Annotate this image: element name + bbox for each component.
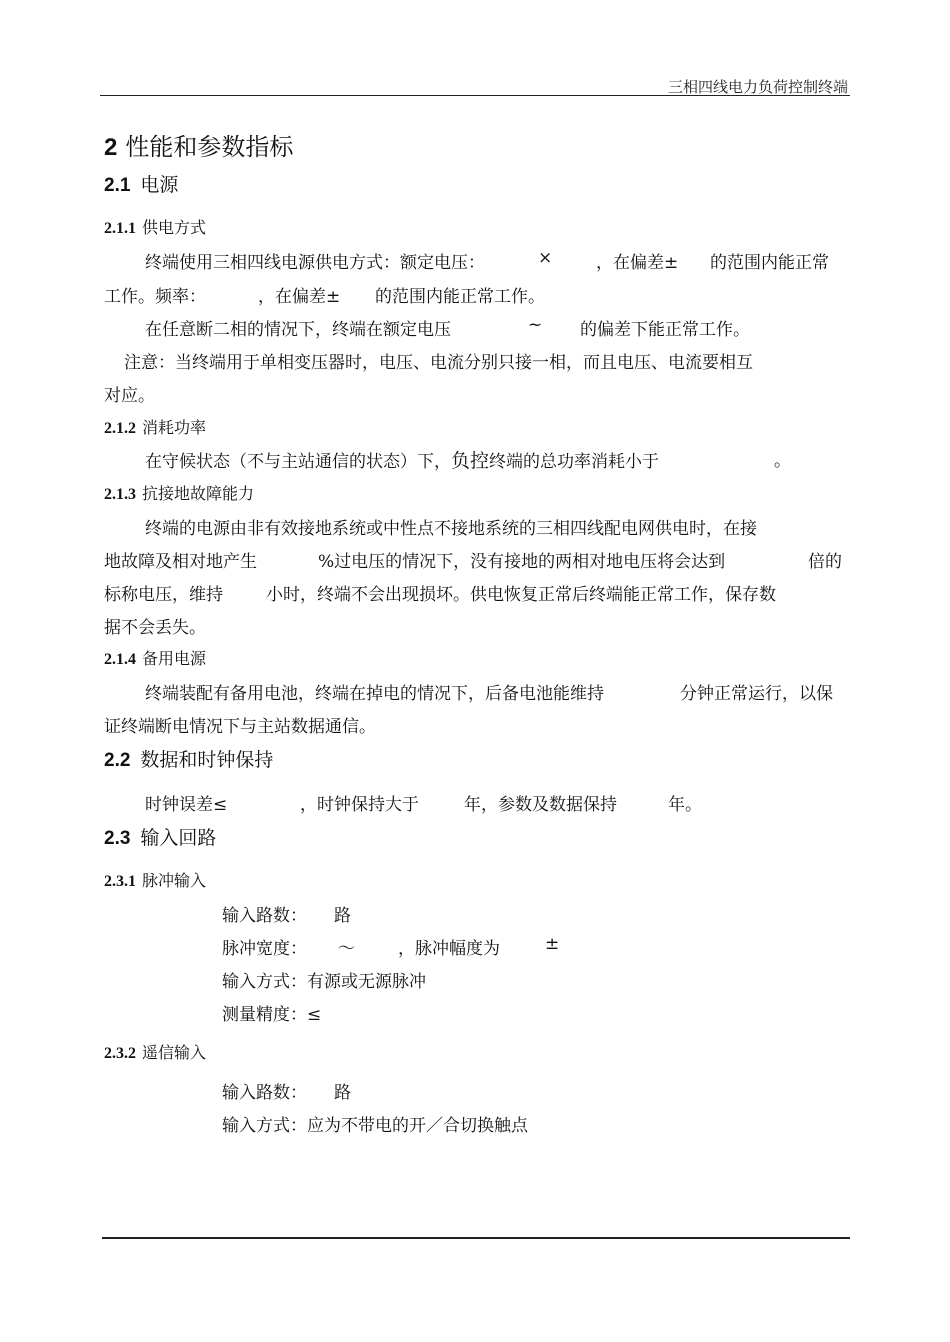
- spec-value: ，脉冲幅度为: [398, 939, 500, 959]
- section-title: 性能和参数指标: [125, 133, 294, 161]
- paragraph-line: 在守候状态（不与主站通信的状态）下，负控终端的总功率消耗小于: [145, 450, 660, 472]
- paragraph-fragment: 分钟正常运行，以保: [680, 684, 833, 704]
- subsubsection-heading-2-1-4: 2.1.4 备用电源: [104, 649, 207, 668]
- subsubsection-heading-2-1-3: 2.1.3 抗接地故障能力: [104, 484, 255, 503]
- spec-value: ±: [545, 934, 560, 954]
- paragraph-fragment: ，时钟保持大于: [300, 795, 419, 815]
- paragraph-line: 据不会丢失。: [104, 618, 206, 638]
- paragraph-fragment: 年，参数及数据保持: [464, 795, 617, 815]
- paragraph-fragment: 终端装配有备用电池，终端在掉电的情况下，后备电池能维持: [145, 684, 604, 704]
- subsection-heading-2-1: 2.1 电源: [104, 174, 179, 196]
- footer-rule: [102, 1237, 850, 1239]
- paragraph-fragment: 年。: [668, 795, 702, 815]
- paragraph-fragment: ×: [538, 248, 553, 268]
- paragraph-line: 终端使用三相四线电源供电方式：额定电压：: [145, 253, 485, 273]
- paragraph-fragment: 在任意断二相的情况下，终端在额定电压: [145, 320, 451, 340]
- paragraph-line: 终端的电源由非有效接地系统或中性点不接地系统的三相四线配电网供电时，在接: [145, 519, 757, 539]
- paragraph-fragment: 时钟误差≤: [145, 795, 228, 815]
- spec-value: 路: [334, 1083, 351, 1103]
- section-number: 2: [104, 134, 118, 161]
- paragraph-fragment: 的范围内能正常: [710, 253, 829, 273]
- paragraph-line: 证终端断电情况下与主站数据通信。: [104, 717, 376, 737]
- spec-label: 输入路数：: [222, 906, 307, 926]
- spec-line: 输入方式：应为不带电的开／合切换触点: [222, 1116, 528, 1136]
- spec-value: 路: [334, 906, 351, 926]
- subsubsection-heading-2-3-1: 2.3.1 脉冲输入: [104, 871, 207, 890]
- paragraph-fragment: 工作。频率：: [104, 287, 206, 307]
- spec-line: 测量精度：≤: [222, 1005, 322, 1025]
- subsection-heading-2-2: 2.2 数据和时钟保持: [104, 749, 274, 771]
- subsubsection-heading-2-1-2: 2.1.2 消耗功率: [104, 418, 207, 437]
- paragraph-fragment: 地故障及相对地产生: [104, 552, 257, 572]
- paragraph-fragment: ，在偏差±: [258, 287, 341, 307]
- subsection-heading-2-3: 2.3 输入回路: [104, 827, 217, 849]
- paragraph-fragment: ，在偏差±: [596, 253, 679, 273]
- paragraph-fragment: %过电压的情况下，没有接地的两相对地电压将会达到: [318, 552, 726, 572]
- paragraph-fragment: 的范围内能正常工作。: [375, 287, 545, 307]
- spec-line: 输入方式：有源或无源脉冲: [222, 972, 426, 992]
- spec-label: 脉冲宽度：: [222, 939, 307, 959]
- subsubsection-heading-2-1-1: 2.1.1 供电方式: [104, 218, 207, 237]
- paragraph-fragment: 的偏差下能正常工作。: [580, 320, 750, 340]
- header-rule: [100, 95, 850, 96]
- paragraph-fragment: ~: [528, 315, 543, 335]
- running-header: 三相四线电力负荷控制终端: [667, 78, 848, 96]
- paragraph-fragment: 小时，终端不会出现损坏。供电恢复正常后终端能正常工作，保存数: [266, 585, 776, 605]
- note-line: 注意：当终端用于单相变压器时，电压、电流分别只接一相，而且电压、电流要相互: [124, 353, 753, 373]
- paragraph-fragment: 。: [774, 451, 791, 471]
- paragraph-fragment: 标称电压，维持: [104, 585, 223, 605]
- note-line: 对应。: [104, 386, 155, 406]
- spec-value: ～: [338, 939, 355, 959]
- paragraph-fragment: 倍的: [808, 552, 842, 572]
- subsubsection-heading-2-3-2: 2.3.2 遥信输入: [104, 1043, 207, 1062]
- spec-label: 输入路数：: [222, 1083, 307, 1103]
- section-heading-2: [104, 127, 293, 162]
